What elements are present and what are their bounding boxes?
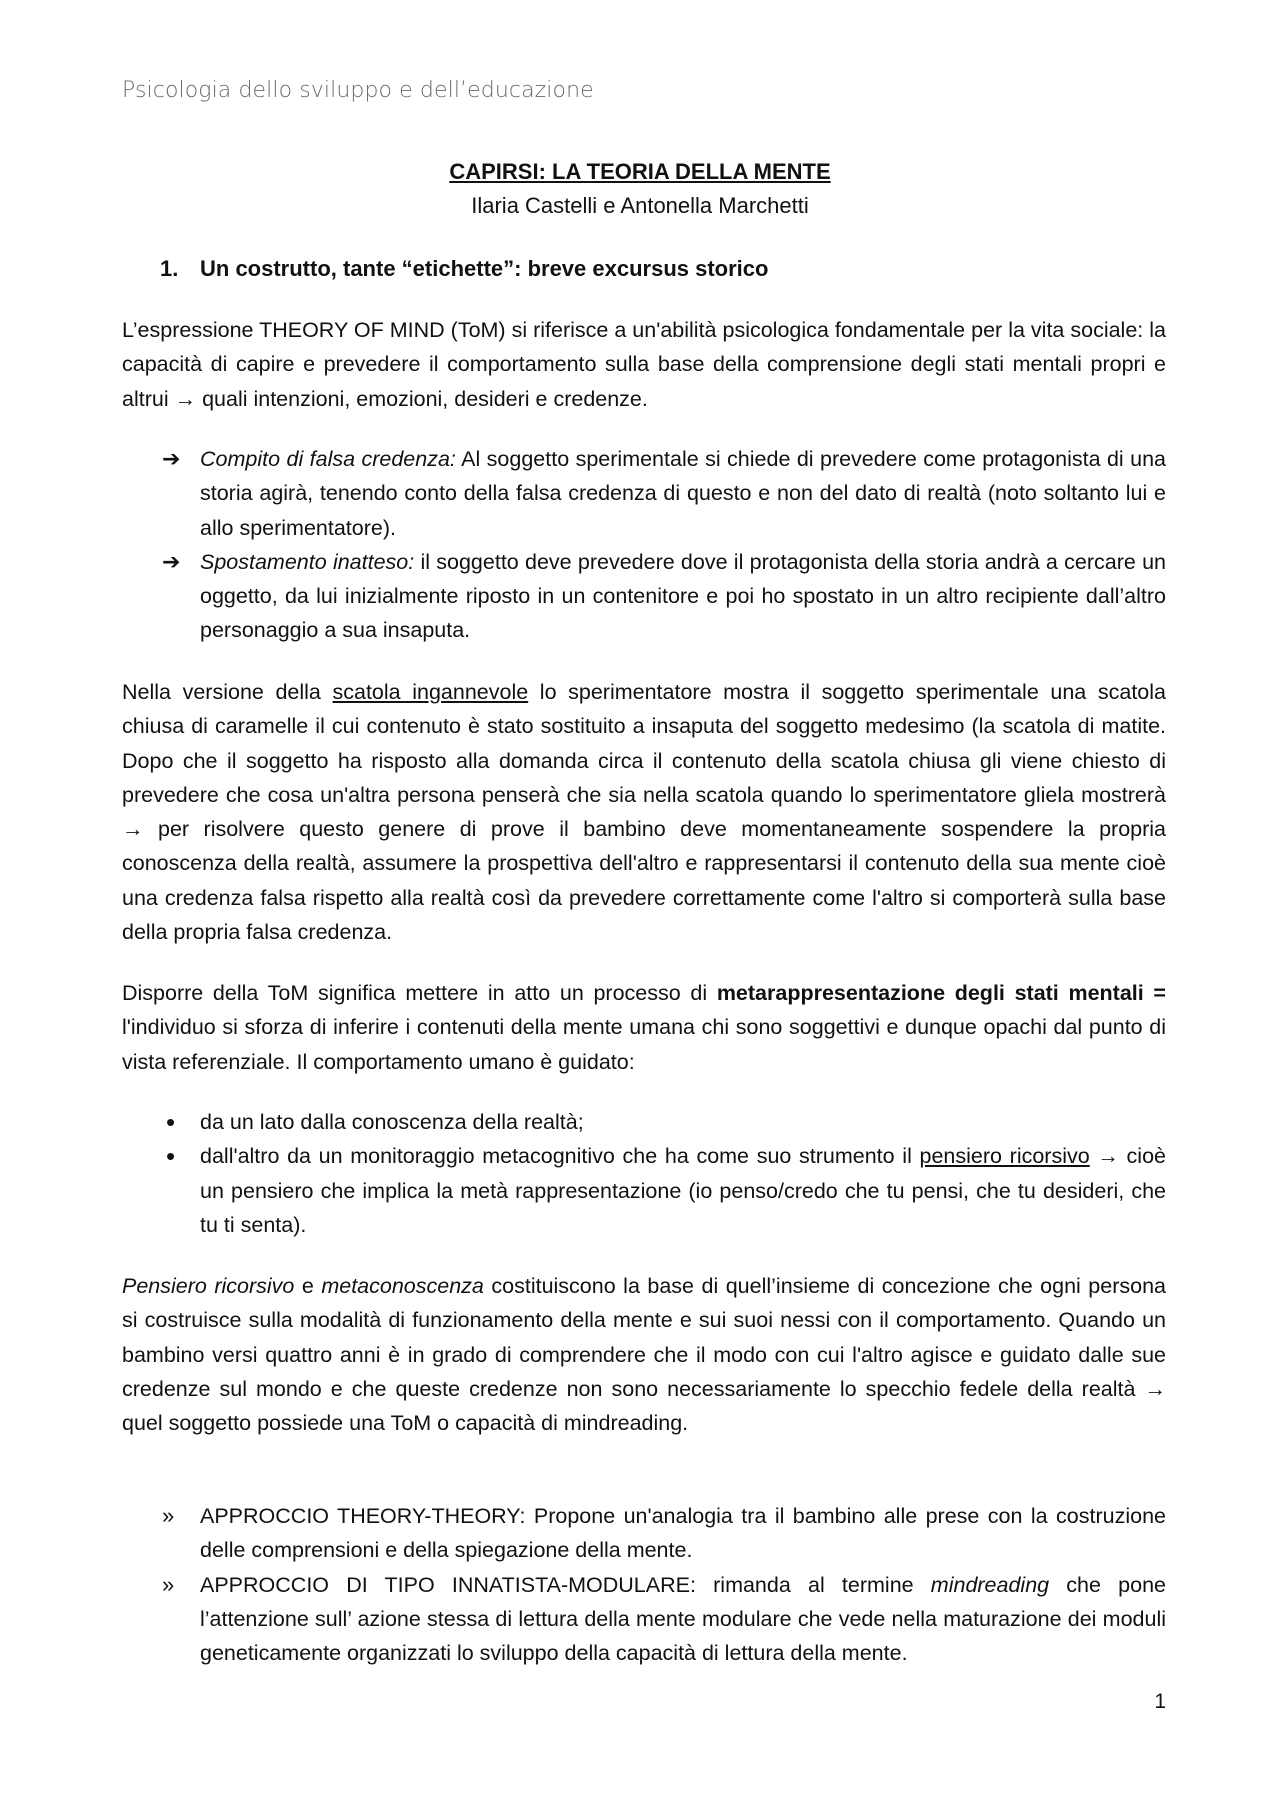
task-term: Compito di falsa credenza: [200, 447, 456, 471]
intro-text: L’espressione THEORY OF MIND (ToM) si riferisce a un'abilità psicologica fondamentale per la vita sociale: la capacità di capire e prevedere il comportamento sulla base della comprensione degli stati mentali propri e altrui [122, 318, 1166, 411]
guide-list [122, 1105, 1166, 1242]
list-item [122, 1499, 1166, 1568]
task-term: Spostamento inatteso: [200, 549, 415, 574]
meta-bold-term: metarappresentazione degli stati mentali = [716, 981, 1166, 1005]
arrow-bullet-icon: ➔ [162, 446, 181, 471]
guide-text: da un lato dalla conoscenza della realtà; [200, 1110, 584, 1134]
box-paragraph [122, 675, 1166, 949]
document-authors: Ilaria Castelli e Antonella Marchetti [471, 193, 809, 218]
bullet-icon: • [166, 1107, 176, 1137]
section-number: 1. [160, 256, 179, 281]
bullet-icon: • [166, 1141, 176, 1172]
term-pensiero-ricorsivo: Pensiero ricorsivo [122, 1274, 295, 1298]
meta-rest: l'individuo si sforza di inferire i contenuti della mente umana chi sono soggettivi e dunque opachi dal punto di vista referenziale. Il comportamento umano è guidato: [122, 1015, 1166, 1074]
title-block [0, 155, 1280, 223]
meta-lead: Disporre della ToM significa mettere in atto un processo di [122, 981, 717, 1005]
document-title: CAPIRSI: LA TEORIA DELLA MENTE [449, 159, 831, 184]
recursive-text-1: costituiscono la base di quell’insieme di concezione che ogni persona si costruisce sulla modalità di funzionamento della mente e sui suoi nessi con il comportamento. Quando un bambino versi quattro anni è in grado di comprendere che il modo con cui l'altro agisce e guidato dalle sue credenze sul mondo e che queste credenze non sono necessariamente lo specchio fedele della realtà [122, 1274, 1166, 1401]
arrow-bullet-icon: ➔ [162, 548, 181, 574]
box-text-2: per risolvere questo genere di prove il bambino deve momentaneamente sospendere la propria conoscenza della realtà, assumere la prospettiva dell'altro e rappresentarsi il contenuto della sua mente cioè una credenza falsa rispetto alla realtà così da prevedere correttamente come l'altro si comporterà sulla base della propria falsa credenza. [122, 817, 1166, 945]
approach-list [122, 1499, 1166, 1670]
arrow-icon: → [1097, 1144, 1119, 1169]
list-item [122, 545, 1166, 648]
running-header: Psicologia dello sviluppo e dell’educazione [122, 78, 594, 103]
scatola-ingannevole-term: scatola ingannevole [332, 680, 529, 704]
list-item [122, 1568, 1166, 1671]
arrow-icon: → [1144, 1376, 1166, 1401]
section-heading [160, 256, 768, 282]
pensiero-ricorsivo-term: pensiero ricorsivo [919, 1144, 1090, 1169]
list-item [122, 1105, 1166, 1139]
chevron-bullet-icon: » [162, 1571, 175, 1597]
task-list [122, 442, 1166, 648]
guide-tail: cioè un pensiero che implica la metà rappresentazione (io penso/credo che tu pensi, che tu desideri, che tu ti senta). [200, 1144, 1166, 1237]
intro-tail: quali intenzioni, emozioni, desideri e credenze. [202, 386, 648, 411]
mindreading-term: mindreading [930, 1572, 1050, 1597]
guide-text: dall'altro da un monitoraggio metacognitivo che ha come suo strumento il [200, 1144, 920, 1169]
section-heading-text: Un costrutto, tante “etichette”: breve excursus storico [200, 256, 769, 281]
intro-paragraph [122, 313, 1166, 416]
term-metaconoscenza: metaconoscenza [321, 1274, 484, 1298]
list-item [122, 442, 1166, 545]
approach-text: APPROCCIO THEORY-THEORY: Propone un'analogia tra il bambino alle prese con la costruzione delle comprensioni e della spiegazione della mente. [200, 1504, 1166, 1563]
list-item [122, 1139, 1166, 1242]
recursive-text-2: quel soggetto possiede una ToM o capacità di mindreading. [122, 1411, 689, 1436]
task-text: Al soggetto sperimentale si chiede di prevedere come protagonista di una storia agirà, tenendo conto della falsa credenza di questo e non del dato di realtà (noto soltanto lui e allo sperimentatore). [200, 447, 1167, 540]
approach-lead: APPROCCIO DI TIPO INNATISTA-MODULARE: rimanda al termine [200, 1572, 931, 1597]
arrow-icon: → [174, 386, 197, 411]
task-text: il soggetto deve prevedere dove il protagonista della storia andrà a cercare un oggetto, da lui inizialmente riposto in un contenitore e poi ho spostato in un altro recipiente dall’altro personaggio a sua insaputa. [200, 549, 1166, 643]
chevron-bullet-icon: » [162, 1503, 175, 1528]
meta-paragraph [122, 976, 1166, 1079]
box-lead: Nella versione della [122, 680, 333, 704]
joiner: e [294, 1274, 322, 1298]
arrow-icon: → [122, 817, 144, 842]
box-text-1: lo sperimentatore mostra il soggetto sperimentale una scatola chiusa di caramelle il cui contenuto è stato sostituito a insaputa del soggetto medesimo (la scatola di matite. Dopo che il soggetto ha risposto alla domanda circa il contenuto della scatola chiusa gli viene chiesto di prevedere che cosa un'altra persona penserà che sia nella scatola quando lo sperimentatore gliela mostrerà [122, 680, 1166, 807]
recursive-paragraph [122, 1269, 1166, 1440]
approach-rest: che pone l’attenzione sull’ azione stessa di lettura della mente modulare che vede nella maturazione dei moduli geneticamente organizzati lo sviluppo della capacità di lettura della mente. [200, 1572, 1166, 1666]
page-number: 1 [1154, 1690, 1166, 1713]
